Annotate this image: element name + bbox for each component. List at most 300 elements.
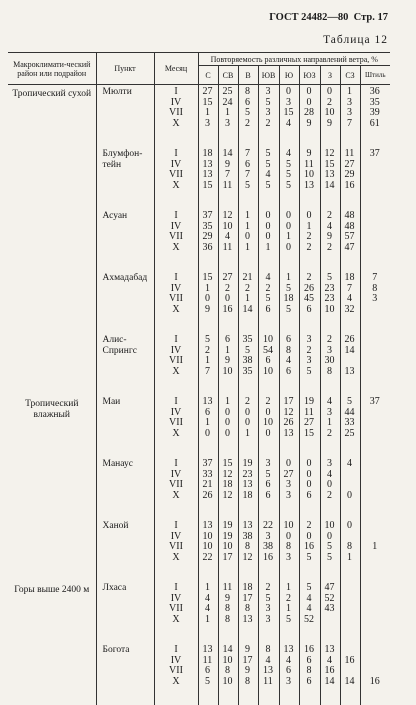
value: 4 <box>205 592 210 604</box>
value: 6 <box>306 303 312 315</box>
month-label: I <box>174 582 178 593</box>
value: 23 <box>242 468 253 480</box>
value: 32 <box>344 303 355 315</box>
value: 52 <box>304 613 314 625</box>
value: 1 <box>245 427 250 439</box>
value: 37 <box>202 458 213 469</box>
value-cell <box>340 271 360 333</box>
value: 0 <box>265 231 271 243</box>
value: 10 <box>222 675 233 687</box>
value: 6 <box>265 303 271 315</box>
value: 2 <box>306 344 312 356</box>
value: 11 <box>304 406 314 418</box>
month-label: VII <box>169 479 183 491</box>
value: 8 <box>245 541 250 553</box>
value-cell <box>340 643 360 705</box>
value: 3 <box>286 551 291 563</box>
value-cell <box>218 457 238 519</box>
value: 10 <box>202 530 213 542</box>
value <box>361 521 390 532</box>
value: 3 <box>327 458 332 469</box>
value: 3 <box>265 613 271 625</box>
value-cell <box>198 209 218 271</box>
value-cell <box>340 209 360 271</box>
value: 5 <box>245 179 250 191</box>
value: 9 <box>205 303 210 315</box>
value-cell <box>299 209 320 271</box>
value: 1 <box>286 603 291 615</box>
value: 1 <box>286 582 291 593</box>
value: 35 <box>242 365 253 377</box>
table-row <box>8 643 390 705</box>
value: 22 <box>263 520 273 531</box>
value: 14 <box>344 675 355 687</box>
value: 13 <box>202 396 213 407</box>
value: 29 <box>344 169 355 181</box>
value: 2 <box>245 282 250 294</box>
value: 5 <box>205 675 210 687</box>
value: 7 <box>225 169 230 181</box>
value: 4 <box>225 231 230 243</box>
value-cell <box>218 147 238 209</box>
value: 3 <box>286 479 291 491</box>
value: 2 <box>265 396 271 407</box>
month-label: VII <box>169 293 183 305</box>
point-cell: Асуан <box>96 209 154 271</box>
value: 2 <box>205 344 210 356</box>
value: 10 <box>324 107 335 119</box>
value-cell <box>320 85 340 148</box>
value: 2 <box>306 520 312 531</box>
value: 11 <box>222 179 233 191</box>
value: 37 <box>202 210 213 221</box>
value: 35 <box>202 220 213 232</box>
value <box>361 553 390 564</box>
value-cell <box>299 581 320 643</box>
value: 2 <box>306 272 312 283</box>
value: 2 <box>306 241 312 253</box>
value: 6 <box>306 489 312 501</box>
value: 4 <box>347 293 352 305</box>
value: 2 <box>327 427 332 439</box>
value: 2 <box>306 231 312 243</box>
value: 23 <box>324 293 335 305</box>
month-label: X <box>172 179 180 191</box>
value: 9 <box>245 644 250 655</box>
value: 8 <box>286 344 291 356</box>
value <box>321 615 339 626</box>
value: 17 <box>222 551 233 563</box>
value: 12 <box>324 148 335 159</box>
value-cell <box>238 271 258 333</box>
value: 0 <box>306 86 312 97</box>
value: 5 <box>327 272 332 283</box>
value: 7 <box>245 169 250 181</box>
value: 44 <box>344 406 355 418</box>
value: 13 <box>324 169 335 181</box>
value: 2 <box>327 334 332 345</box>
month-label: X <box>172 365 180 377</box>
value: 19 <box>222 530 233 542</box>
value: 13 <box>344 365 355 377</box>
value: 4 <box>265 272 271 283</box>
point-cell: Манаус <box>96 457 154 519</box>
value <box>361 429 390 440</box>
value: 10 <box>324 303 335 315</box>
page-number: Стр. 17 <box>353 12 388 23</box>
value: 9 <box>245 665 250 677</box>
value-cell <box>279 457 299 519</box>
col-month-header: Месяц <box>154 53 198 85</box>
value: 0 <box>306 468 312 480</box>
value: 8 <box>265 644 271 655</box>
value: 4 <box>286 355 291 367</box>
value: 11 <box>263 675 273 687</box>
value-cell <box>279 271 299 333</box>
value: 16 <box>263 551 273 563</box>
value-cell <box>320 147 340 209</box>
value-cell <box>279 581 299 643</box>
value: 10 <box>324 520 335 531</box>
value-cell <box>360 643 390 705</box>
table-row <box>8 209 390 271</box>
col-point-header: Пункт <box>96 53 154 85</box>
value: 23 <box>324 282 335 294</box>
table-row <box>8 85 390 148</box>
value: 61 <box>369 117 380 129</box>
value: 5 <box>286 158 291 170</box>
value-cell <box>258 457 279 519</box>
value: 8 <box>225 613 230 625</box>
value: 5 <box>306 365 312 377</box>
value: 4 <box>347 458 352 469</box>
value: 14 <box>222 644 233 655</box>
value: 5 <box>347 396 352 407</box>
value-cell <box>258 333 279 395</box>
value: 2 <box>327 241 332 253</box>
value: 15 <box>202 272 213 283</box>
value <box>361 615 390 626</box>
value: 13 <box>283 427 294 439</box>
value: 18 <box>202 148 213 159</box>
month-label: IV <box>170 282 182 294</box>
value: 4 <box>265 169 271 181</box>
value: 6 <box>306 654 312 666</box>
value: 37 <box>369 148 380 159</box>
value-cell <box>218 581 238 643</box>
value: 2 <box>245 117 250 129</box>
value: 5 <box>286 179 291 191</box>
value: 3 <box>205 117 210 129</box>
value: 18 <box>242 489 253 501</box>
value: 0 <box>327 86 332 97</box>
value: 52 <box>324 592 335 604</box>
value <box>361 645 390 656</box>
value: 0 <box>347 520 352 531</box>
region-cell: Тропический сухой <box>12 89 92 99</box>
value: 0 <box>327 530 332 542</box>
value: 12 <box>242 551 253 563</box>
value: 7 <box>347 117 352 129</box>
value: 6 <box>205 406 210 418</box>
value: 5 <box>286 303 291 315</box>
value: 1 <box>372 541 378 553</box>
value-cell <box>279 395 299 457</box>
value: 0 <box>265 220 271 232</box>
value: 11 <box>222 241 233 253</box>
value-cell <box>258 209 279 271</box>
value: 3 <box>286 675 291 687</box>
value: 6 <box>265 479 271 491</box>
value: 12 <box>222 210 233 221</box>
month-label: I <box>174 210 178 221</box>
value: 13 <box>202 644 213 655</box>
value: 0 <box>245 417 250 429</box>
value: 12 <box>283 406 294 418</box>
value: 27 <box>283 468 294 480</box>
value: 47 <box>344 241 355 253</box>
month-label: IV <box>170 592 182 604</box>
value-cell <box>299 457 320 519</box>
value: 10 <box>263 365 273 377</box>
value-cell <box>198 271 218 333</box>
value: 17 <box>283 396 294 407</box>
value: 26 <box>202 489 213 501</box>
value: 6 <box>205 665 210 677</box>
month-cell <box>154 271 198 333</box>
month-label: VII <box>169 603 183 615</box>
month-cell <box>154 643 198 705</box>
value <box>341 666 359 677</box>
value-cell <box>218 395 238 457</box>
value: 0 <box>245 231 250 243</box>
month-label: IV <box>170 344 182 356</box>
value: 14 <box>344 344 355 356</box>
month-label: X <box>172 241 180 253</box>
value: 2 <box>286 592 291 604</box>
value: 1 <box>225 107 230 119</box>
region-cell <box>8 271 96 333</box>
value: 8 <box>245 86 250 97</box>
value: 4 <box>327 220 332 232</box>
value: 5 <box>286 613 291 625</box>
value: 26 <box>344 334 355 345</box>
month-cell <box>154 85 198 148</box>
value: 0 <box>205 427 210 439</box>
value: 12 <box>222 489 233 501</box>
value <box>361 243 390 254</box>
value: 36 <box>369 86 380 97</box>
value-cell <box>360 457 390 519</box>
value: 3 <box>265 107 271 119</box>
value: 1 <box>225 344 230 356</box>
value: 25 <box>222 86 233 97</box>
value-cell <box>340 581 360 643</box>
value: 8 <box>245 603 250 615</box>
value: 11 <box>344 148 355 159</box>
value: 3 <box>306 334 312 345</box>
value <box>361 459 390 470</box>
point-cell: Ахмадабад <box>96 271 154 333</box>
value-cell <box>238 643 258 705</box>
value: 1 <box>245 241 250 253</box>
dir-header: С <box>198 66 218 85</box>
value-cell <box>340 85 360 148</box>
doc-number: ГОСТ 24482—80 <box>269 12 349 23</box>
value: 1 <box>265 241 271 253</box>
value-cell <box>360 395 390 457</box>
value: 6 <box>245 158 250 170</box>
value: 33 <box>344 417 355 429</box>
value: 0 <box>306 479 312 491</box>
value: 2 <box>327 210 332 221</box>
value: 1 <box>286 231 291 243</box>
value: 5 <box>286 169 291 181</box>
value: 1 <box>327 417 332 429</box>
value: 16 <box>344 179 355 191</box>
value: 10 <box>222 541 233 553</box>
value: 10 <box>304 169 314 181</box>
value: 18 <box>344 272 355 283</box>
value: 0 <box>225 406 230 418</box>
dir-header: Ю <box>279 66 299 85</box>
value: 1 <box>286 272 291 283</box>
value: 5 <box>327 541 332 553</box>
value-cell <box>198 85 218 148</box>
value <box>361 367 390 378</box>
value <box>361 211 390 222</box>
month-label: VII <box>169 231 183 243</box>
value: 16 <box>304 644 314 655</box>
value: 38 <box>242 355 253 367</box>
value: 5 <box>265 468 271 480</box>
value-cell <box>258 643 279 705</box>
value-cell <box>258 395 279 457</box>
month-label: X <box>172 613 180 625</box>
value: 3 <box>286 489 291 501</box>
value <box>341 583 359 594</box>
value-cell <box>258 271 279 333</box>
value-cell <box>360 581 390 643</box>
value: 16 <box>304 541 314 553</box>
value: 13 <box>202 158 213 170</box>
value-cell <box>299 643 320 705</box>
value: 45 <box>304 293 314 305</box>
value-cell <box>340 395 360 457</box>
value-cell <box>198 457 218 519</box>
value-cell <box>299 395 320 457</box>
value: 5 <box>265 158 271 170</box>
month-label: X <box>172 117 180 129</box>
value: 10 <box>283 520 294 531</box>
value: 9 <box>327 231 332 243</box>
value: 2 <box>265 582 271 593</box>
value: 0 <box>265 427 271 439</box>
table-row <box>8 395 390 457</box>
value-cell <box>360 271 390 333</box>
region-cell <box>8 209 96 271</box>
value: 8 <box>327 365 332 377</box>
value: 4 <box>327 396 332 407</box>
value: 1 <box>205 613 210 625</box>
value-cell <box>320 271 340 333</box>
value <box>361 181 390 192</box>
value: 0 <box>327 479 332 491</box>
point-cell: Богота <box>96 643 154 705</box>
value-cell <box>340 147 360 209</box>
value-cell <box>340 519 360 581</box>
col-group-header: Повторяемость различных направлений ветра, % <box>198 53 390 66</box>
value: 27 <box>222 272 233 283</box>
month-label: I <box>174 86 178 97</box>
value: 3 <box>327 406 332 418</box>
value-cell <box>340 457 360 519</box>
value: 24 <box>222 96 233 108</box>
point-cell: Маи <box>96 395 154 457</box>
value: 39 <box>369 107 380 119</box>
value: 10 <box>222 654 233 666</box>
value: 14 <box>324 675 335 687</box>
value: 19 <box>222 520 233 531</box>
value: 10 <box>222 220 233 232</box>
value: 7 <box>372 272 378 283</box>
month-label: I <box>174 644 178 655</box>
value-cell <box>279 85 299 148</box>
value: 15 <box>324 158 335 170</box>
value-cell <box>258 581 279 643</box>
value: 3 <box>265 86 271 97</box>
value <box>361 656 390 667</box>
value <box>361 583 390 594</box>
value: 0 <box>306 458 312 469</box>
table-row <box>8 333 390 395</box>
value: 2 <box>265 282 271 294</box>
value: 13 <box>242 479 253 491</box>
value: 3 <box>306 355 312 367</box>
value: 5 <box>265 148 271 159</box>
value: 1 <box>205 282 210 294</box>
month-label: VII <box>169 665 183 677</box>
value-cell <box>198 147 218 209</box>
value: 0 <box>205 293 210 305</box>
month-cell <box>154 209 198 271</box>
value: 3 <box>372 293 378 305</box>
point-cell: Блумфон-тейн <box>96 147 154 209</box>
value: 7 <box>347 282 352 294</box>
month-label: IV <box>170 220 182 232</box>
value-cell <box>198 519 218 581</box>
value: 0 <box>347 489 352 501</box>
table-row <box>8 457 390 519</box>
value: 3 <box>225 117 230 129</box>
region-cell: Горы выше 2400 м <box>14 585 90 595</box>
value <box>361 491 390 502</box>
value: 0 <box>286 458 291 469</box>
dir-header: В <box>238 66 258 85</box>
value: 14 <box>324 179 335 191</box>
value-cell <box>218 271 238 333</box>
month-label: I <box>174 148 178 159</box>
value: 5 <box>265 293 271 305</box>
value: 5 <box>265 592 271 604</box>
value: 21 <box>242 272 253 283</box>
value: 27 <box>304 417 314 429</box>
value-cell <box>238 209 258 271</box>
value: 4 <box>327 468 332 480</box>
value: 0 <box>306 96 312 108</box>
value-cell <box>320 643 340 705</box>
value-cell <box>218 85 238 148</box>
